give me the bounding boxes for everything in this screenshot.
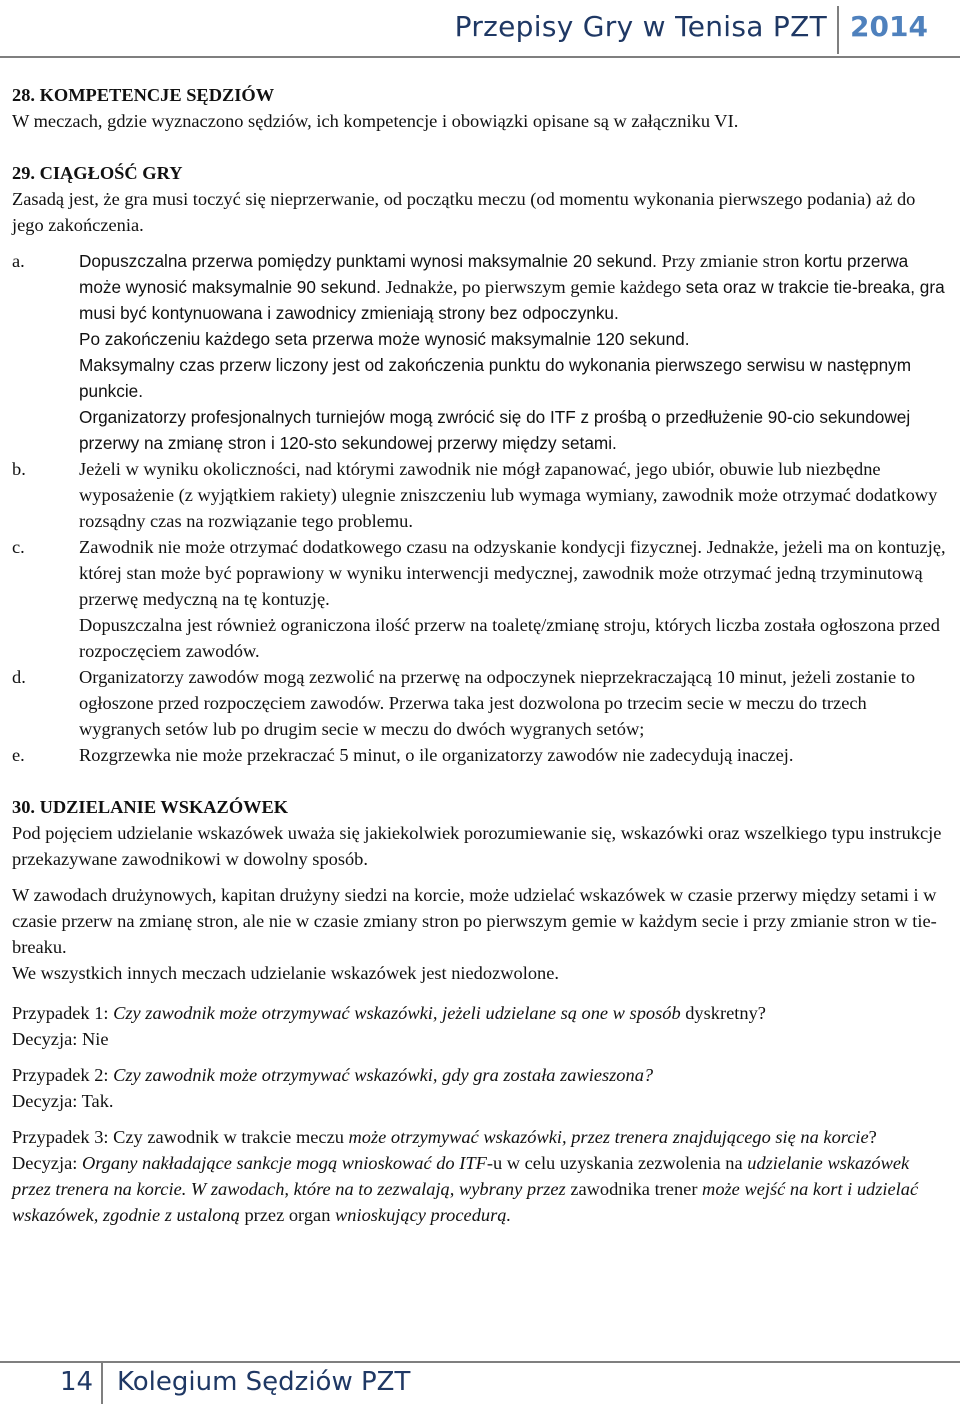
case-1-question: Przypadek 1: Czy zawodnik może otrzymywać wskazówki, jeżeli udzielane są one w sposób dyskretny?: [12, 1003, 766, 1023]
footer-text: Kolegium Sędziów PZT: [117, 1367, 411, 1397]
footer-rule: [0, 1361, 960, 1363]
case-1-decision: Decyzja: Nie: [12, 1029, 109, 1049]
item-a-paragraph-2: Po zakończeniu każdego seta przerwa może wynosić maksymalnie 120 sekund.: [79, 329, 690, 349]
list-item-c: [12, 534, 948, 664]
section-30-paragraph-1: Pod pojęciem udzielanie wskazówek uważa się jakiekolwiek porozumiewanie się, wskazówki oraz wszelkiego typu instrukcje przekazywane zawodnikowi w dowolny sposób.: [12, 823, 942, 869]
case-3-question: Przypadek 3: Czy zawodnik w trakcie meczu może otrzymywać wskazówki, przez trenera znajdującego się na korcie?: [12, 1127, 877, 1147]
list-marker: d.: [12, 667, 26, 687]
list-item-a: [12, 248, 948, 456]
list-marker: c.: [12, 537, 25, 557]
list-marker: e.: [12, 745, 25, 765]
section-28-text: W meczach, gdzie wyznaczono sędziów, ich kompetencje i obowiązki opisane są w załączniku VI.: [12, 111, 739, 131]
header-year: 2014: [850, 10, 928, 43]
document-body: [12, 82, 948, 1228]
section-30-paragraph-3: We wszystkich innych meczach udzielanie wskazówek jest niedozwolone.: [12, 963, 559, 983]
header-rule: [0, 56, 960, 58]
page-header: [0, 0, 960, 58]
footer-separator: [101, 1362, 103, 1404]
item-c-paragraph-1: Zawodnik nie może otrzymać dodatkowego czasu na odzyskanie kondycji fizycznej. Jednakże, jeżeli ma on kontuzję, której stan może być poprawiony w wyniku interwencji medycznej, zawodnik może otrzymać jedną trzyminutową przerwę medyczną na tę kontuzję.: [79, 537, 946, 609]
list-marker: a.: [12, 251, 25, 271]
item-b-text: Jeżeli w wyniku okoliczności, nad którymi zawodnik nie mógł zapanować, jego ubiór, obuwie lub niezbędne wyposażenie (z wyjątkiem rakiety) ulegnie zniszczeniu lub wymaga wymiany, zawodnik może otrzymać dodatkowy rozsądny czas na rozwiązanie tego problemu.: [79, 459, 938, 531]
section-28-heading: 28. KOMPETENCJE SĘDZIÓW: [12, 85, 275, 105]
section-30-heading: 30. UDZIELANIE WSKAZÓWEK: [12, 797, 289, 817]
list-marker: b.: [12, 459, 26, 479]
page-number: 14: [60, 1367, 94, 1397]
list-item-e: [12, 742, 948, 768]
item-a-paragraph-3: Maksymalny czas przerw liczony jest od zakończenia punktu do wykonania pierwszego serwisu w następnym punkcie.: [79, 355, 912, 401]
item-e-text: Rozgrzewka nie może przekraczać 5 minut, o ile organizatorzy zawodów nie zadecydują inaczej.: [79, 745, 794, 765]
section-29-intro: Zasadą jest, że gra musi toczyć się nieprzerwanie, od początku meczu (od momentu wykonania pierwszego podania) aż do jego zakończenia.: [12, 189, 916, 235]
item-d-text: Organizatorzy zawodów mogą zezwolić na przerwę na odpoczynek nieprzekraczającą 10 minut, jeżeli zostanie to ogłoszone przed rozpoczęciem zawodów. Przerwa taka jest dozwolona po trzecim secie w meczu do trzech wygranych setów lub po drugim secie w meczu do dwóch wygranych setów;: [79, 667, 916, 739]
section-29-heading: 29. CIĄGŁOŚĆ GRY: [12, 163, 183, 183]
item-a-paragraph-4: Organizatorzy profesjonalnych turniejów mogą zwrócić się do ITF z prośbą o przedłużenie 90-cio sekundowej przerwy na zmianę stron i 120-sto sekundowej przerwy między setami.: [79, 407, 911, 453]
item-c-paragraph-2: Dopuszczalna jest również ograniczona ilość przerw na toaletę/zmianę stroju, których liczba została ogłoszona przed rozpoczęciem zawodów.: [79, 615, 940, 661]
header-separator: [837, 6, 839, 54]
case-2-decision: Decyzja: Tak.: [12, 1091, 114, 1111]
header-title: Przepisy Gry w Tenisa PZT: [454, 10, 827, 43]
case-3-decision: Decyzja: Organy nakładające sankcje mogą wnioskować do ITF-u w celu uzyskania zezwolenia na udzielanie wskazówek przez trenera na korcie. W zawodach, które na to zezwalają, wybrany przez zawodnika trener może wejść na kort i udzielać wskazówek, zgodnie z ustaloną przez organ wnioskujący procedurą.: [12, 1153, 919, 1225]
section-30-paragraph-2: W zawodach drużynowych, kapitan drużyny siedzi na korcie, może udzielać wskazówek w czasie przerwy między setami i w czasie przerw na zmianę stron, ale nie w czasie zmiany stron po pierwszym gemie w każdym secie i przy zmianie stron w tie-breaku.: [12, 885, 937, 957]
case-2-question: Przypadek 2: Czy zawodnik może otrzymywać wskazówki, gdy gra została zawieszona?: [12, 1065, 654, 1085]
list-item-b: [12, 456, 948, 534]
list-item-d: [12, 664, 948, 742]
item-a-paragraph-1: Dopuszczalna przerwa pomiędzy punktami wynosi maksymalnie 20 sekund. Przy zmianie stron kortu przerwa może wynosić maksymalnie 90 sekund. Jednakże, po pierwszym gemie każdego seta oraz w trakcie tie-breaka, gra musi być kontynuowana i zawodnicy zmieniają strony bez odpoczynku.: [79, 251, 945, 323]
